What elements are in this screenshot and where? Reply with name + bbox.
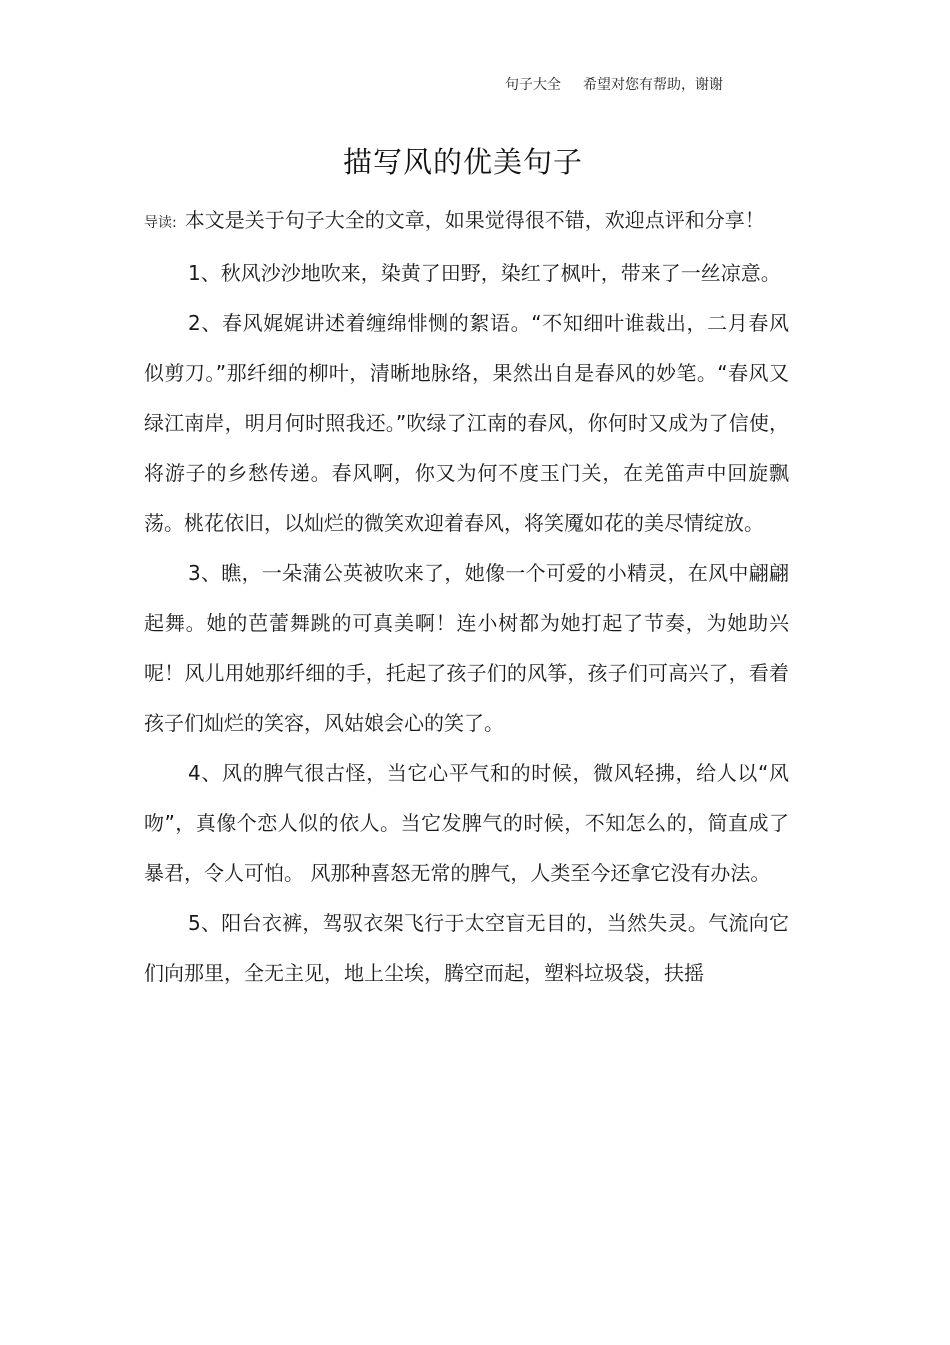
header-site-name: 句子大全 [505, 77, 561, 93]
sentence-paragraph-5: 5、阳台衣裤，驾驭衣架飞行于太空盲无目的，当然失灵。气流向它们向那里，全无主见，地上尘埃，腾空而起，塑料垃圾袋，扶摇 [144, 911, 789, 985]
sentence-paragraph-3: 3、瞧，一朵蒲公英被吹来了，她像一个可爱的小精灵，在风中翩翩起舞。她的芭蕾舞跳的可真美啊！连小树都为她打起了节奏，为她助兴呢！风儿用她那纤细的手，托起了孩子们的风筝，孩子们可高兴了，看着孩子们灿烂的笑容，风姑娘会心的笑了。 [144, 561, 789, 735]
document-title: 描写风的优美句子 [342, 145, 583, 179]
sentence-paragraph-2: 2、春风娓娓讲述着缠绵悱恻的絮语。“不知细叶谁裁出，二月春风似剪刀。”那纤细的柳叶，清晰地脉络，果然出自是春风的妙笔。“春风又绿江南岸，明月何时照我还。”吹绿了江南的春风，你何时又成为了信使，将游子的乡愁传递。春风啊，你又为何不度玉门关，在羌笛声中回旋飘荡。桃花依旧，以灿烂的微笑欢迎着春风，将笑魇如花的美尽情绽放。 [144, 311, 789, 535]
intro-text: 本文是关于句子大全的文章，如果觉得很不错，欢迎点评和分享！ [184, 208, 765, 232]
header-slogan: 希望对您有帮助，谢谢 [583, 77, 723, 93]
intro-paragraph [144, 195, 789, 248]
page-header [505, 74, 723, 94]
document-body [144, 195, 789, 998]
sentence-paragraph-1: 1、秋风沙沙地吹来，染黄了田野，染红了枫叶，带来了一丝凉意。 [188, 261, 781, 285]
intro-label: 导读: [144, 215, 177, 231]
sentence-paragraph-4: 4、风的脾气很古怪，当它心平气和的时候，微风轻拂，给人以“风吻”，真像个恋人似的依人。当它发脾气的时候，不知怎么的，简直成了暴君，令人可怕。 风那种喜怒无常的脾气，人类至今还拿它没有办法。 [144, 761, 789, 885]
